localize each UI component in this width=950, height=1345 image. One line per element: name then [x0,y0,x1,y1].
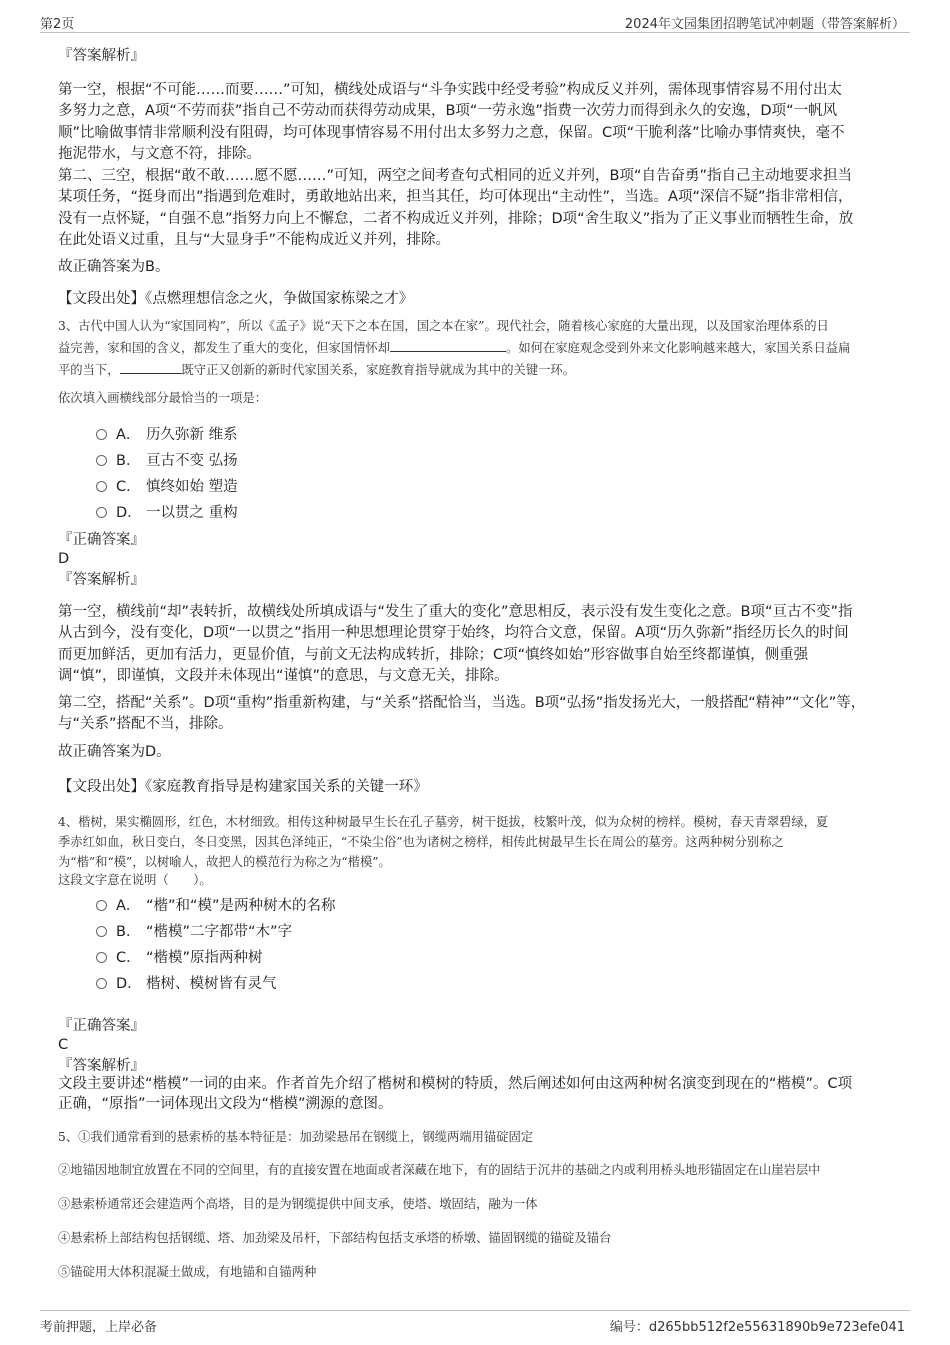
footer-divider [40,1310,910,1311]
q3-blank-2 [120,361,182,374]
radio-icon [96,455,107,466]
radio-icon [96,481,107,492]
q4-option-a[interactable]: A． “楷”和“模”是两种树木的名称 [96,896,336,916]
q3-option-b[interactable]: B． 亘古不变 弘扬 [96,451,238,471]
q3-prompt: 依次填入画横线部分最恰当的一项是： [58,391,268,405]
q4-analysis: 文段主要讲述“楷模”一词的由来。作者首先介绍了楷树和模树的特质，然后阐述如何由这两种树名演变到现在的“楷模”。C项 正确，“原指”一词体现出文段为“楷模”溯源的意图。 [58,1076,853,1112]
q5-item-4: ④悬索桥上部结构包括钢缆、塔、加劲梁及吊杆，下部结构包括支承塔的桥墩、锚固钢缆的锚碇及锚台 [58,1231,612,1245]
q4-stem: 4、楷树，果实椭圆形，红色，木材细致。相传这种树最早生长在孔子墓旁，树干挺拔，枝繁叶茂，似为众树的榜样。模树，春天青翠碧绿，夏 季赤红如血，秋日变白，冬日变黑，因其色泽纯正，“不染尘俗”也为诸树之榜样，相传此树最早生长在周公的墓旁。这两种树分别称之 为“楷”和“模”，以树喻人，故把人的模范行为称之为“楷模”。 这段文字意在说明（ ）。 [58,815,829,887]
radio-icon [96,429,107,440]
q3-stem: 3、古代中国人认为“家国同构”，所以《孟子》说“天下之本在国，国之本在家”。现代社会，随着核心家庭的大量出现，以及国家治理体系的日 益完善，家和国的含义，都发生了重大的变化，但家国情怀却 。如何在家庭观念受到外来文化影响越来越大，家国关系日益扁 平的当下， 既守正又创新的新时代家国关系，家庭教育指导就成为其中的关键一环。 [58,319,851,377]
q3-answer: D [58,551,70,567]
q3-source: 【文段出处】《家庭教育指导是构建家国关系的关键一环》 [58,779,428,795]
q5-item-2: ②地锚因地制宜放置在不同的空间里，有的直接安置在地面或者深藏在地下，有的固结于沉井的基础之内或利用桥头地形锚固定在山崖岩层中 [58,1163,821,1177]
q2-source: 【文段出处】《点燃理想信念之火，争做国家栋梁之才》 [58,291,414,307]
q3-option-d[interactable]: D． 一以贯之 重构 [96,503,238,523]
page-number: 第2页 [40,17,75,32]
radio-icon [96,507,107,518]
radio-icon [96,978,107,989]
q3-analysis-p1: 第一空，横线前“却”表转折，故横线处所填成语与“发生了重大的变化”意思相反，表示没有发生变化之意。B项“亘古不变”指 从古到今，没有变化，D项“一以贯之”指用一种思想理论贯穿于始终，均符合文意，保留。A项“历久弥新”指经历长久的时间 而更加鲜活，更加有活力，更显价值，与前文无法构成转折，排除；C项“慎终如始”形容做事自始至终都谨慎，侧重强 调“慎”，即谨慎，文段并未体现出“谨慎”的意思，与文意无关，排除。 [58,604,853,684]
q4-analysis-label: 『答案解析』 [58,1058,145,1074]
q2-conclusion: 故正确答案为B。 [58,259,170,275]
q3-conclusion: 故正确答案为D。 [58,744,171,760]
radio-icon [96,926,107,937]
q5-item-5: ⑤锚碇用大体积混凝土做成，有地锚和自锚两种 [58,1265,317,1279]
q3-analysis-label: 『答案解析』 [58,572,145,588]
q2-analysis-label: 『答案解析』 [58,48,145,64]
header-divider [40,32,910,33]
footer-slogan: 考前押题，上岸必备 [40,1320,158,1335]
q2-analysis-p1: 第一空，根据“不可能……而要……”可知，横线处成语与“斗争实践中经受考验”构成反义并列，需体现事情容易不用付出太 多努力之意，A项“不劳而获”指自己不劳动而获得劳动成果，B项“一劳永逸”指费一次劳力而得到永久的安逸，D项“一帆风 顺”比喻做事情非常顺利没有阻碍，均可体现事情容易不用付出太多努力之意，保留。C项“干脆利落”比喻办事情爽快，毫不 拖泥带水，与文意不符，排除。 [58,82,845,162]
q3-blank-1 [390,339,506,352]
radio-icon [96,952,107,963]
q4-answer: C [58,1037,69,1053]
radio-icon [96,900,107,911]
q2-analysis-p2: 第二、三空，根据“敢不敢……愿不愿……”可知，两空之间考查句式相同的近义并列，B项“自告奋勇”指自己主动地要求担当 某项任务，“挺身而出”指遇到危难时，勇敢地站出来，担当其任，均可体现出“主动性”，当选。A项“深信不疑”指非常相信， 没有一点怀疑，“自强不息”指努力向上不懈怠，二者不构成近义并列，排除；D项“舍生取义”指为了正义事业而牺牲生命，放 在此处语义过重，且与“大显身手”不能构成近义并列，排除。 [58,168,854,248]
q4-option-d[interactable]: D． 楷树、模树皆有灵气 [96,974,277,994]
q3-analysis-p2: 第二空，搭配“关系”。D项“重构”指重新构建，与“关系”搭配恰当，当选。B项“弘扬”指发扬光大，一般搭配“精神”“文化”等， 与“关系”搭配不当，排除。 [58,695,866,733]
document-title: 2024年文园集团招聘笔试冲刺题（带答案解析） [624,17,905,32]
q3-answer-label: 『正确答案』 [58,532,145,548]
q5-item-1: 5、①我们通常看到的悬索桥的基本特征是：加劲梁悬吊在钢缆上，钢缆两端用锚碇固定 [58,1130,534,1144]
q4-answer-label: 『正确答案』 [58,1018,145,1034]
q3-option-a[interactable]: A． 历久弥新 维系 [96,425,238,445]
footer-code: 编号：d265bb512f2e55631890b9e723efe041 [609,1320,905,1335]
q5-item-3: ③悬索桥通常还会建造两个高塔，目的是为钢缆提供中间支承，使塔、墩固结，融为一体 [58,1197,538,1211]
q4-option-c[interactable]: C． “楷模”原指两种树 [96,948,263,968]
q4-option-b[interactable]: B． “楷模”二字都带“木”字 [96,922,292,942]
q3-option-c[interactable]: C． 慎终如始 塑造 [96,477,238,497]
